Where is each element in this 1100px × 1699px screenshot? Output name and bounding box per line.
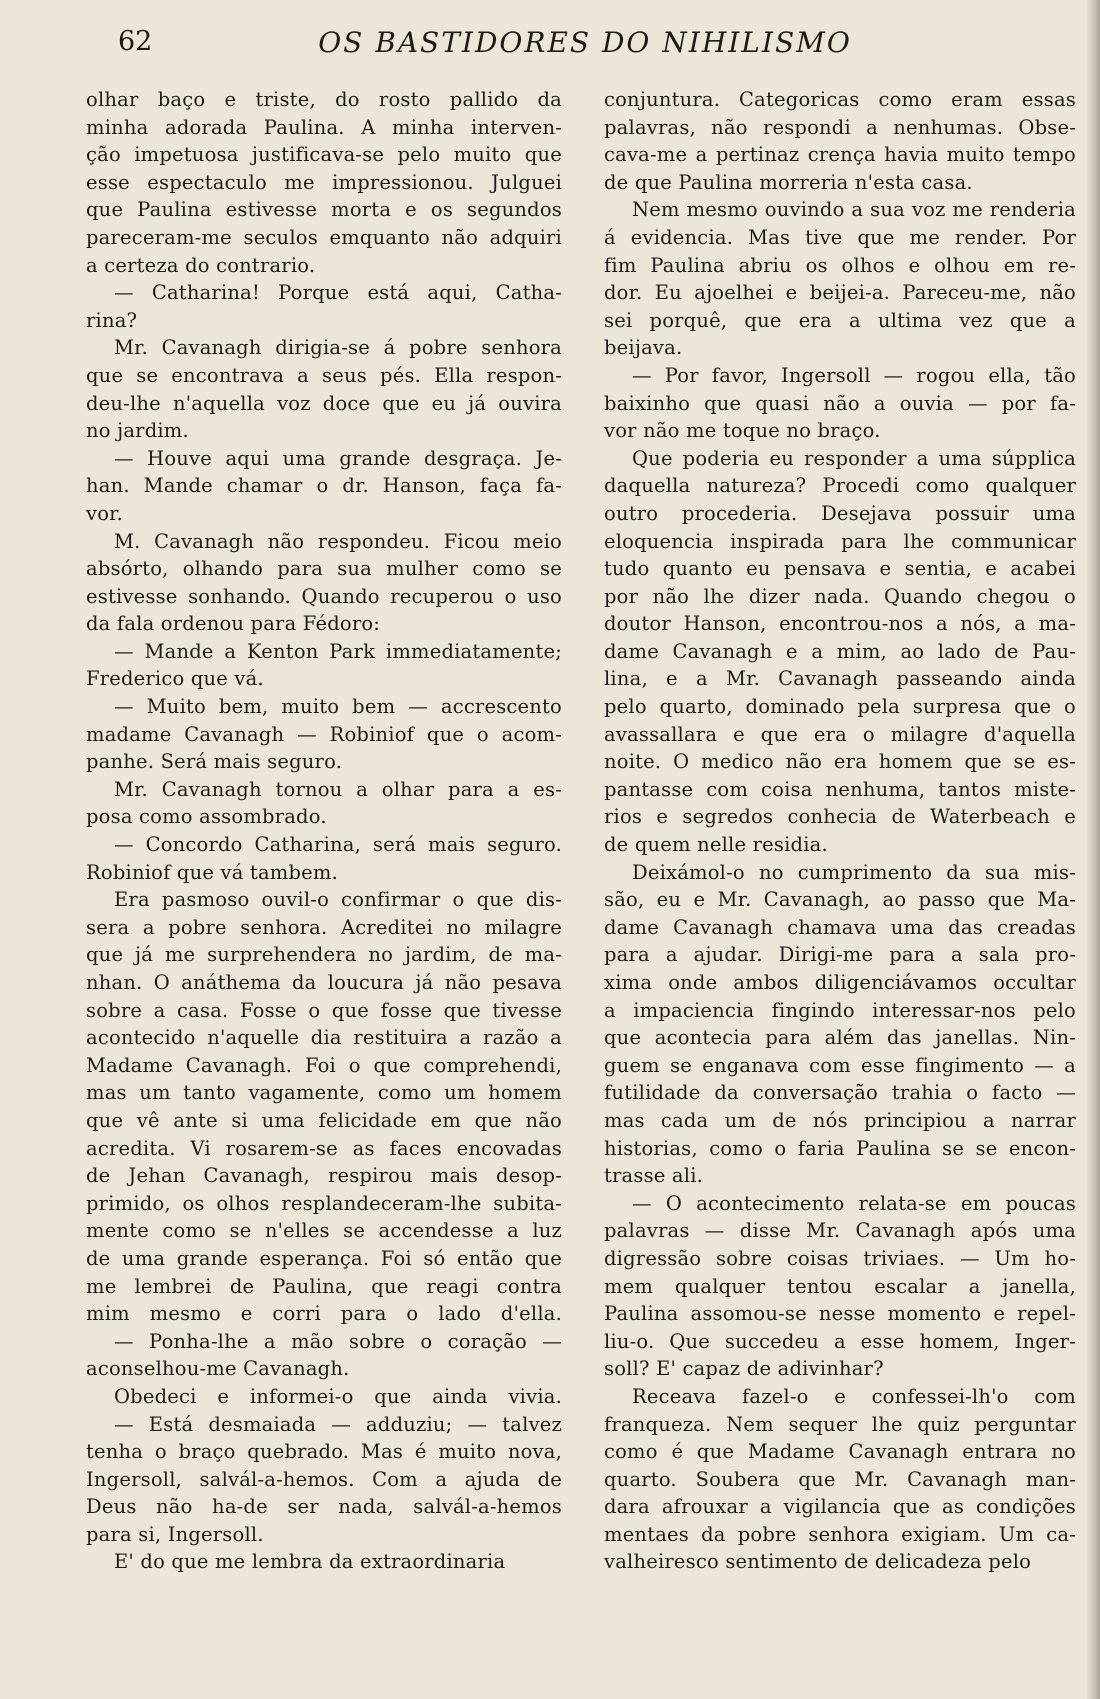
text-line: Ingersoll, salvál-a-hemos. Com a ajuda de <box>86 1467 562 1491</box>
text-line: noite. O medico não era homem que se es- <box>604 750 1076 774</box>
text-line: Madame Cavanagh. Foi o que comprehendi, <box>86 1053 562 1077</box>
text-line: sei porquê, que era a ultima vez que a <box>604 308 1076 332</box>
text-line: quarto. Soubera que Mr. Cavanagh man- <box>604 1467 1076 1491</box>
text-line: são, eu e Mr. Cavanagh, ao passo que Ma- <box>604 888 1076 912</box>
text-line: da fala ordenou para Fédoro: <box>86 612 381 636</box>
text-line: panhe. Será mais seguro. <box>86 750 343 774</box>
text-line: sera a pobre senhora. Acreditei no milagre <box>86 915 562 939</box>
text-line: por não lhe dizer nada. Quando chegou o <box>604 584 1076 608</box>
text-line: para a ajudar. Dirigi-me para a sala pro- <box>604 943 1076 967</box>
text-line: de Jehan Cavanagh, respirou mais desop- <box>86 1164 562 1188</box>
text-line: ção impetuosa justificava-se pelo muito que <box>86 143 562 167</box>
text-line: Mr. Cavanagh dirigia-se á pobre senhora <box>114 336 562 360</box>
text-line: deu-lhe n'aquella voz doce que eu já ouvira <box>86 391 562 415</box>
text-line: trasse ali. <box>604 1164 704 1188</box>
text-line: Deixámol-o no cumprimento da sua mis- <box>632 860 1076 884</box>
text-line: — Catharina! Porque está aqui, Catha- <box>114 281 562 305</box>
text-line: xima onde ambos diligenciávamos occultar <box>604 971 1076 994</box>
text-line: fim Paulina abriu os olhos e olhou em re- <box>604 253 1076 277</box>
text-line: palavras, não respondi a nenhumas. Obse- <box>604 115 1076 139</box>
text-line: E' do que me lembra da extraordinaria <box>114 1550 506 1574</box>
page-number: 62 <box>118 26 153 57</box>
text-line: de uma grande esperança. Foi só então que <box>86 1246 562 1270</box>
text-line: pantasse com coisa nenhuma, tantos miste- <box>604 777 1076 801</box>
text-line: aconselhou-me Cavanagh. <box>86 1357 350 1381</box>
text-line: daquella natureza? Procedi como qualquer <box>604 474 1076 498</box>
text-line: que se encontrava a seus pés. Ella respon- <box>86 363 562 387</box>
text-line: rios e segredos conhecia de Waterbeach e <box>604 805 1076 829</box>
text-line: de quem nelle residia. <box>604 833 828 857</box>
running-title: OS BASTIDORES DO NIHILISMO <box>318 26 852 59</box>
text-line: mem qualquer tentou escalar a janella, <box>604 1274 1076 1298</box>
text-line: avassallara e que era o milagre d'aquella <box>604 722 1076 746</box>
text-line: nhan. O anáthema da loucura já não pesava <box>86 971 562 994</box>
text-line: historias, como o faria Paulina se se encon- <box>604 1136 1076 1160</box>
text-line: que já me surprehendera no jardim, de ma- <box>86 943 562 967</box>
text-line: mente como se n'elles se accendesse a luz <box>86 1219 562 1243</box>
text-line: me lembrei de Paulina, que reagi contra <box>86 1274 562 1298</box>
page-edge-shadow <box>1086 0 1100 1699</box>
text-line: — Ponha-lhe a mão sobre o coração — <box>114 1329 562 1353</box>
page-header <box>0 26 1100 66</box>
text-line: tudo quanto eu pensava e sentia, e acabei <box>604 557 1076 581</box>
text-line: conjuntura. Categoricas como eram essas <box>604 88 1076 111</box>
text-line: Deus não ha-de ser nada, salvál-a-hemos <box>86 1495 562 1519</box>
text-line: que acontecia para além das janellas. Nin- <box>604 1026 1076 1050</box>
text-line: acontecido n'aquelle dia restituira a razão a <box>86 1026 562 1050</box>
text-line: valheiresco sentimento de delicadeza pelo <box>604 1550 1032 1574</box>
text-line: vor. <box>86 501 123 525</box>
text-column-right <box>604 86 1076 1576</box>
text-line: soll? E' capaz de adivinhar? <box>604 1357 884 1381</box>
text-line: doutor Hanson, encontrou-nos a nós, a ma- <box>604 612 1076 636</box>
text-line: para si, Ingersoll. <box>86 1522 264 1546</box>
text-column-left <box>86 86 562 1576</box>
text-line: a impaciencia fingindo interessar-nos pelo <box>604 998 1076 1022</box>
text-line: mas um tanto vagamente, como um homem <box>86 1081 562 1105</box>
text-line: tenha o braço quebrado. Mas é muito nova, <box>86 1440 562 1464</box>
text-line: — Concordo Catharina, será mais seguro. <box>114 833 562 857</box>
text-line: Robiniof que vá tambem. <box>86 860 338 884</box>
text-line: dor. Eu ajoelhei e beijei-a. Pareceu-me, não <box>604 281 1076 305</box>
text-line: mas cada um de nós principiou a narrar <box>604 1108 1076 1132</box>
text-line: mentaes da pobre senhora exigiam. Um ca- <box>604 1522 1076 1546</box>
text-line: Nem mesmo ouvindo a sua voz me renderia <box>632 198 1076 222</box>
text-line: cava-me a pertinaz crença havia muito tempo <box>604 143 1076 167</box>
text-line: eloquencia inspirada para lhe communicar <box>604 529 1076 553</box>
text-line: dara afrouxar a vigilancia que as condições <box>604 1495 1076 1519</box>
text-line: Paulina assomou-se nesse momento e repel- <box>604 1302 1076 1326</box>
text-line: Frederico que vá. <box>86 667 264 691</box>
text-line: han. Mande chamar o dr. Hanson, faça fa- <box>86 474 562 498</box>
text-line: liu-o. Que succedeu a esse homem, Inger- <box>604 1329 1076 1353</box>
text-line: primido, os olhos resplandeceram-lhe subita- <box>86 1191 562 1215</box>
text-line: de que Paulina morreria n'esta casa. <box>604 170 973 194</box>
text-line: estivesse sonhando. Quando recuperou o uso <box>86 584 562 608</box>
text-line: Era pasmoso ouvil-o confirmar o que dis- <box>114 888 562 912</box>
text-line: olhar baço e triste, do rosto pallido da <box>86 88 562 111</box>
text-line: Que poderia eu responder a uma súpplica <box>632 446 1076 470</box>
text-line: — O acontecimento relata-se em poucas <box>632 1191 1076 1215</box>
text-line: mim mesmo e corri para o lado d'ella. <box>86 1302 562 1326</box>
text-line: vor não me toque no braço. <box>604 419 881 443</box>
text-line: — Por favor, Ingersoll — rogou ella, tão <box>632 363 1076 387</box>
text-line: beijava. <box>604 336 683 360</box>
text-line: Mr. Cavanagh tornou a olhar para a es- <box>114 777 562 801</box>
text-line: M. Cavanagh não respondeu. Ficou meio <box>114 529 562 553</box>
text-line: digressão sobre coisas triviaes. — Um ho- <box>604 1246 1076 1270</box>
text-line: sobre a casa. Fosse o que fosse que tivesse <box>86 998 562 1022</box>
text-line: — Está desmaiada — adduziu; — talvez <box>114 1412 562 1436</box>
text-line: Obedeci e informei-o que ainda vivia. <box>114 1384 562 1408</box>
text-line: — Houve aqui uma grande desgraça. Je- <box>114 446 562 470</box>
text-line: Receava fazel-o e confessei-lh'o com <box>632 1384 1076 1408</box>
text-line: que Paulina estivesse morta e os segundos <box>86 198 562 222</box>
text-line: como é que Madame Cavanagh entrara no <box>604 1440 1076 1464</box>
text-line: dame Cavanagh chamava uma das creadas <box>604 915 1076 939</box>
text-line: baixinho que quasi não a ouvia — por fa- <box>604 391 1076 415</box>
text-line: pareceram-me seculos emquanto não adquiri <box>86 225 562 249</box>
text-line: — Muito bem, muito bem — accrescento <box>114 695 562 719</box>
text-line: á evidencia. Mas tive que me render. Por <box>604 225 1076 249</box>
text-line: no jardim. <box>86 419 189 443</box>
text-line: franqueza. Nem sequer lhe quiz perguntar <box>604 1412 1076 1436</box>
text-line: absórto, olhando para sua mulher como se <box>86 557 562 581</box>
text-line: futilidade da conversação trahia o facto — <box>604 1081 1076 1105</box>
text-line: outro procederia. Desejava possuir uma <box>604 501 1076 525</box>
text-line: dame Cavanagh e a mim, ao lado de Pau- <box>604 639 1076 663</box>
text-line: posa como assombrado. <box>86 805 327 829</box>
text-line: madame Cavanagh — Robiniof que o acom- <box>86 722 562 746</box>
text-line: acredita. Vi rosarem-se as faces encovadas <box>86 1136 562 1160</box>
text-line: — Mande a Kenton Park immediatamente; <box>114 639 562 663</box>
text-line: guem se enganava com esse fingimento — a <box>604 1053 1076 1077</box>
text-line: esse espectaculo me impressionou. Julguei <box>86 170 562 194</box>
text-line: lina, e a Mr. Cavanagh passeando ainda <box>604 667 1076 691</box>
text-line: a certeza do contrario. <box>86 253 316 277</box>
text-line: rina? <box>86 308 138 332</box>
text-line: palavras — disse Mr. Cavanagh após uma <box>604 1219 1076 1243</box>
text-line: que vê ante si uma felicidade em que não <box>86 1108 562 1132</box>
text-line: minha adorada Paulina. A minha interven- <box>86 115 562 139</box>
text-line: pelo quarto, dominado pela surpresa que o <box>604 695 1076 719</box>
